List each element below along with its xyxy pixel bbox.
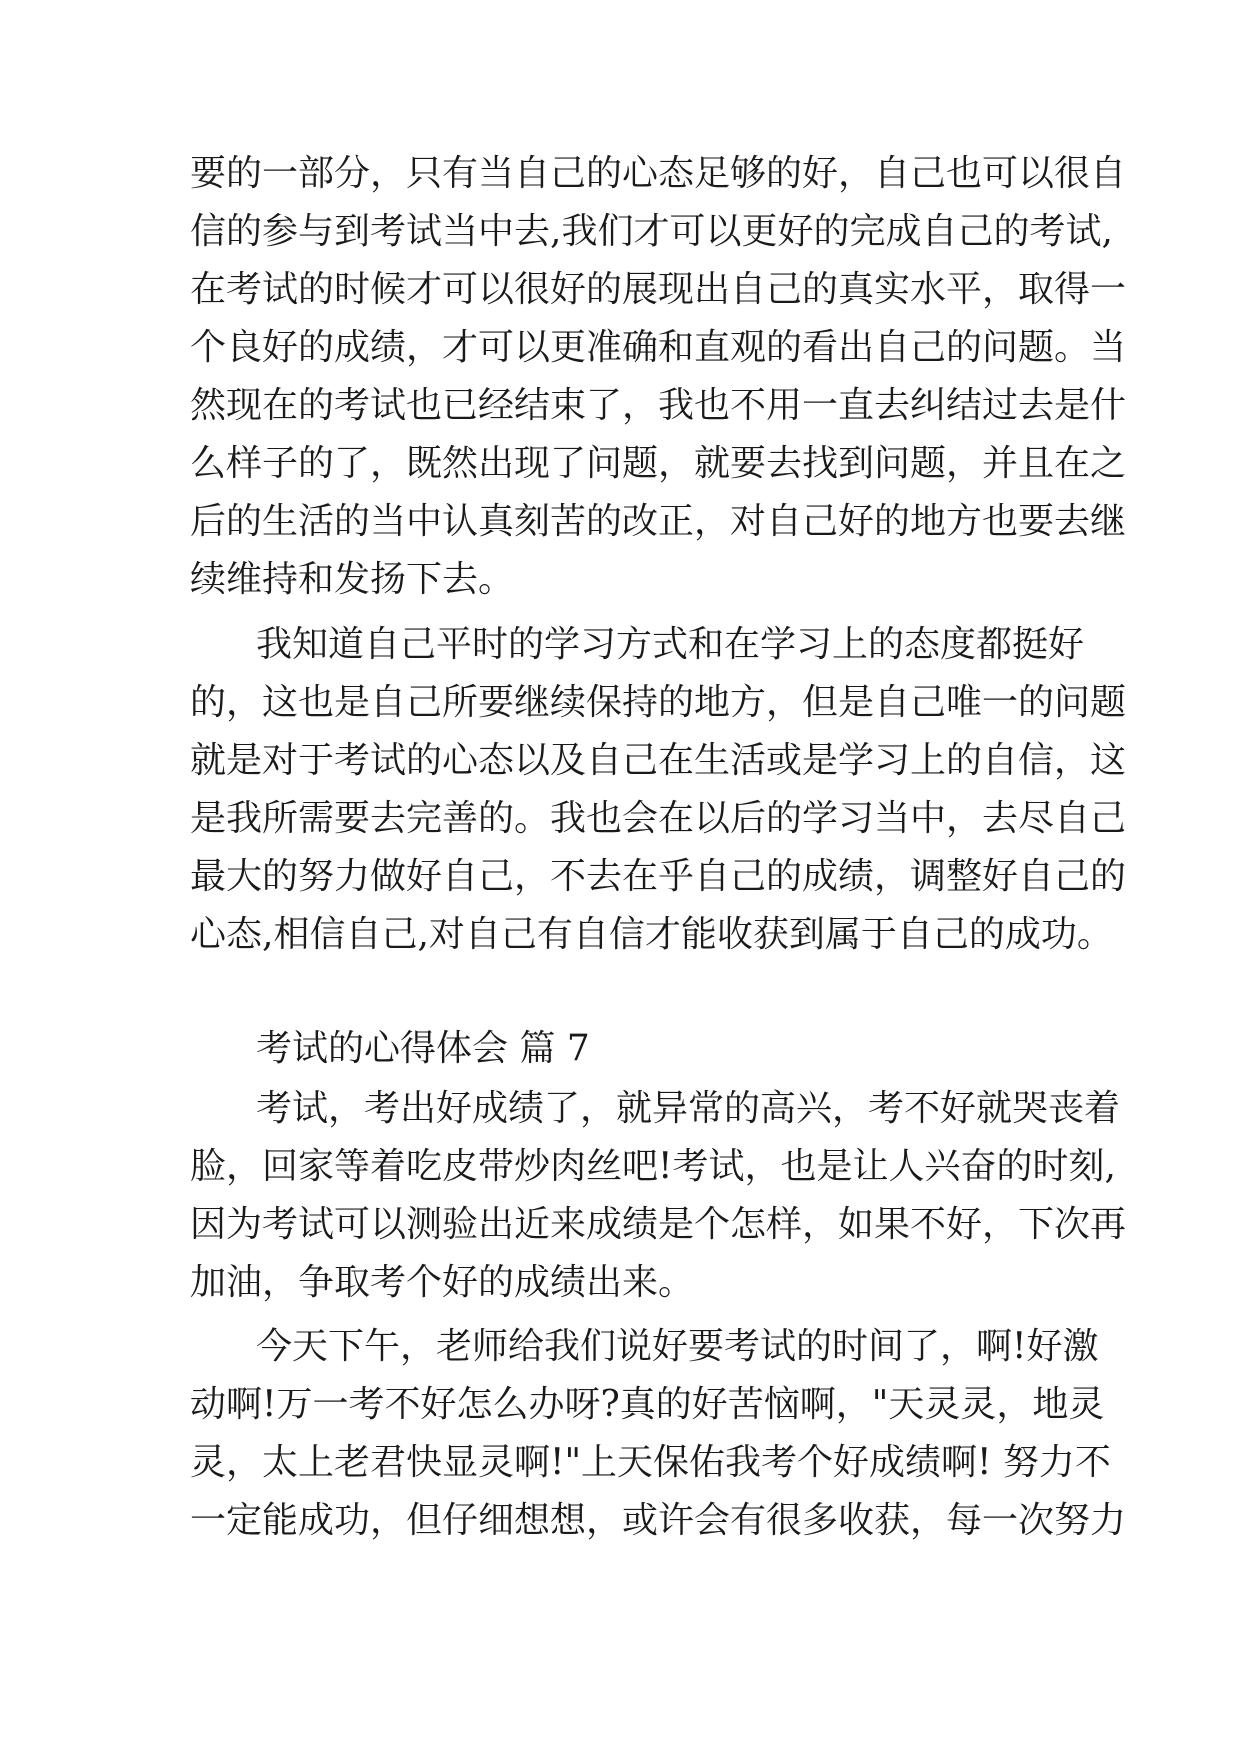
paragraph-line: 就是对于考试的心态以及自己在生活或是学习上的自信，这 xyxy=(190,740,1127,781)
paragraph-line: 后的生活的当中认真刻苦的改正，对自己好的地方也要去继 xyxy=(190,501,1127,542)
paragraph-line: 因为考试可以测验出近来成绩是个怎样，如果不好，下次再 xyxy=(190,1204,1127,1245)
paragraph-line: 是我所需要去完善的。我也会在以后的学习当中，去尽自己 xyxy=(190,798,1127,839)
paragraph-line: 加油，争取考个好的成绩出来。 xyxy=(190,1262,695,1303)
paragraph-line: 考试，考出好成绩了，就异常的高兴，考不好就哭丧着 xyxy=(256,1088,1121,1129)
section-heading: 考试的心得体会 篇 7 xyxy=(256,1028,590,1069)
paragraph-line: 动啊!万一考不好怎么办呀?真的好苦恼啊，"天灵灵，地灵 xyxy=(190,1384,1105,1425)
paragraph-line: 今天下午，老师给我们说好要考试的时间了，啊!好激 xyxy=(256,1326,1099,1367)
paragraph-line: 信的参与到考试当中去,我们才可以更好的完成自己的考试, xyxy=(190,211,1113,252)
paragraph-line: 个良好的成绩，才可以更准确和直观的看出自己的问题。当 xyxy=(190,327,1127,368)
paragraph-line: 心态,相信自己,对自己有自信才能收获到属于自己的成功。 xyxy=(190,914,1113,955)
paragraph-line: 要的一部分，只有当自己的心态足够的好，自己也可以很自 xyxy=(190,153,1127,194)
paragraph-line: 的，这也是自己所要继续保持的地方，但是自己唯一的问题 xyxy=(190,682,1127,723)
paragraph-line: 最大的努力做好自己，不去在乎自己的成绩，调整好自己的 xyxy=(190,856,1127,897)
paragraph-line: 一定能成功，但仔细想想，或许会有很多收获，每一次努力 xyxy=(190,1500,1127,1541)
paragraph-line: 脸，回家等着吃皮带炒肉丝吧!考试，也是让人兴奋的时刻, xyxy=(190,1146,1116,1187)
paragraph-line: 我知道自己平时的学习方式和在学习上的态度都挺好 xyxy=(256,624,1085,665)
paragraph-line: 然现在的考试也已经结束了，我也不用一直去纠结过去是什 xyxy=(190,385,1127,426)
paragraph-line: 续维持和发扬下去。 xyxy=(190,559,515,600)
paragraph-line: 在考试的时候才可以很好的展现出自己的真实水平，取得一 xyxy=(190,269,1127,310)
paragraph-line: 灵，太上老君快显灵啊!"上天保佑我考个好成绩啊! 努力不 xyxy=(190,1442,1111,1483)
paragraph-line: 么样子的了，既然出现了问题，就要去找到问题，并且在之 xyxy=(190,443,1127,484)
